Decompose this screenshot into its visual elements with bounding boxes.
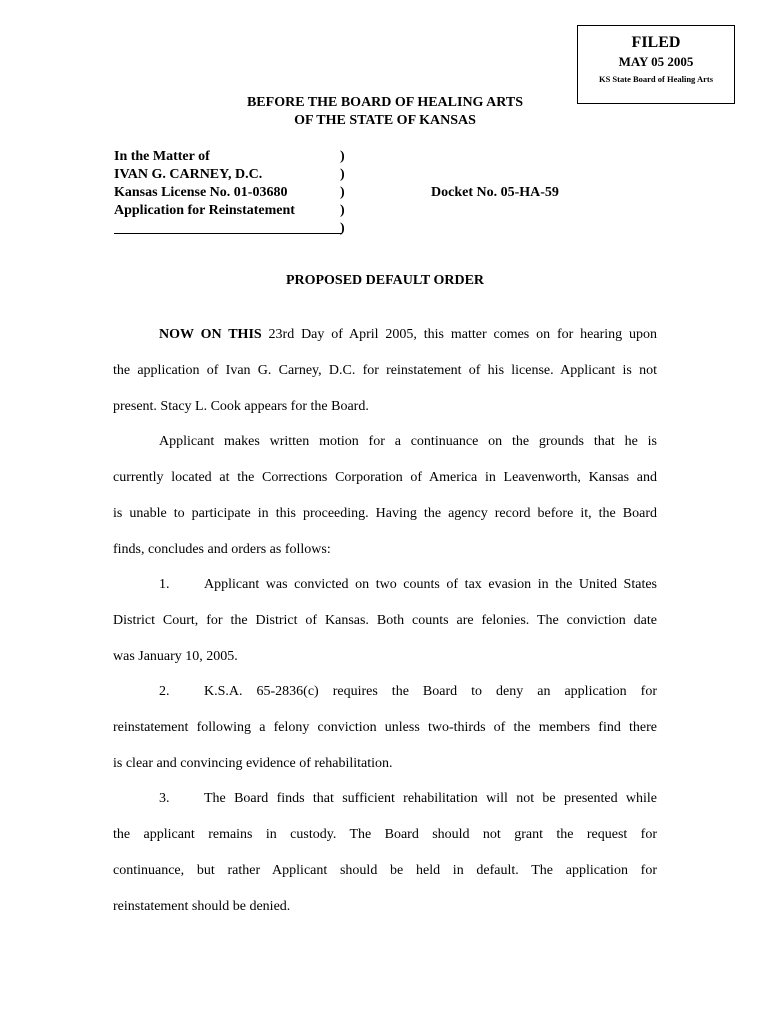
item-number: 1. (159, 577, 170, 592)
paragraph-2-line-3: is unable to participate in this proceeding. Having the agency record before it, the Board (113, 506, 657, 521)
item-3-line-1 (113, 790, 657, 808)
item-2-line-1 (113, 683, 657, 701)
document-title: PROPOSED DEFAULT ORDER (285, 273, 485, 288)
heading-line-1: BEFORE THE BOARD OF HEALING ARTS (246, 95, 524, 110)
paragraph-1-line-2: the application of Ivan G. Carney, D.C. for reinstatement of his license. Applicant is not (113, 363, 657, 378)
stamp-date: MAY 05 2005 (618, 54, 694, 69)
item-1-line-1 (113, 576, 657, 594)
caption-name: IVAN G. CARNEY, D.C. (114, 167, 263, 182)
caption-paren: ) (340, 203, 345, 218)
caption-row (114, 184, 664, 202)
paragraph-1-line-3: present. Stacy L. Cook appears for the Board. (113, 399, 369, 414)
item-2-line-3: is clear and convincing evidence of rehabilitation. (113, 756, 393, 771)
item-3-line-4: reinstatement should be denied. (113, 899, 291, 914)
lead-phrase: NOW ON THIS (159, 327, 262, 342)
caption-paren: ) (340, 167, 345, 182)
caption-matter: In the Matter of (114, 149, 210, 164)
filed-stamp (577, 25, 735, 104)
item-1-line-3: was January 10, 2005. (113, 649, 238, 664)
caption-underline (114, 233, 342, 234)
item-number: 2. (159, 684, 170, 699)
caption-application: Application for Reinstatement (114, 203, 295, 218)
caption-row (114, 166, 664, 184)
item-3-line-3: continuance, but rather Applicant should be held in default. The application for (113, 863, 657, 878)
caption-license: Kansas License No. 01-03680 (114, 185, 288, 200)
item-text: Applicant was convicted on two counts of tax evasion in the United States (204, 577, 657, 592)
paragraph-1-line-1 (113, 326, 657, 344)
stamp-status: FILED (631, 34, 681, 51)
caption-row (114, 202, 664, 220)
case-caption (114, 148, 664, 238)
item-text: The Board finds that sufficient rehabilitation will not be presented while (204, 791, 657, 806)
paragraph-2-line-1: Applicant makes written motion for a continuance on the grounds that he is (159, 434, 657, 449)
item-1-line-2: District Court, for the District of Kansas. Both counts are felonies. The conviction date (113, 613, 657, 628)
caption-paren: ) (340, 149, 345, 164)
caption-paren: ) (340, 185, 345, 200)
paragraph-2-line-2: currently located at the Corrections Corporation of America in Leavenworth, Kansas and (113, 470, 657, 485)
paragraph-2-line-4: finds, concludes and orders as follows: (113, 542, 331, 557)
stamp-agency: KS State Board of Healing Arts (598, 74, 714, 84)
caption-paren: ) (340, 221, 345, 236)
item-2-line-2: reinstatement following a felony conviction unless two-thirds of the members find there (113, 720, 657, 735)
item-text: K.S.A. 65-2836(c) requires the Board to deny an application for (204, 684, 657, 699)
heading-line-2: OF THE STATE OF KANSAS (294, 113, 476, 128)
item-3-line-2: the applicant remains in custody. The Board should not grant the request for (113, 827, 657, 842)
caption-row (114, 148, 664, 166)
item-number: 3. (159, 791, 170, 806)
docket-number: Docket No. 05-HA-59 (431, 185, 559, 200)
paragraph-text: 23rd Day of April 2005, this matter comes on for hearing upon (261, 327, 657, 342)
caption-row (114, 220, 664, 238)
